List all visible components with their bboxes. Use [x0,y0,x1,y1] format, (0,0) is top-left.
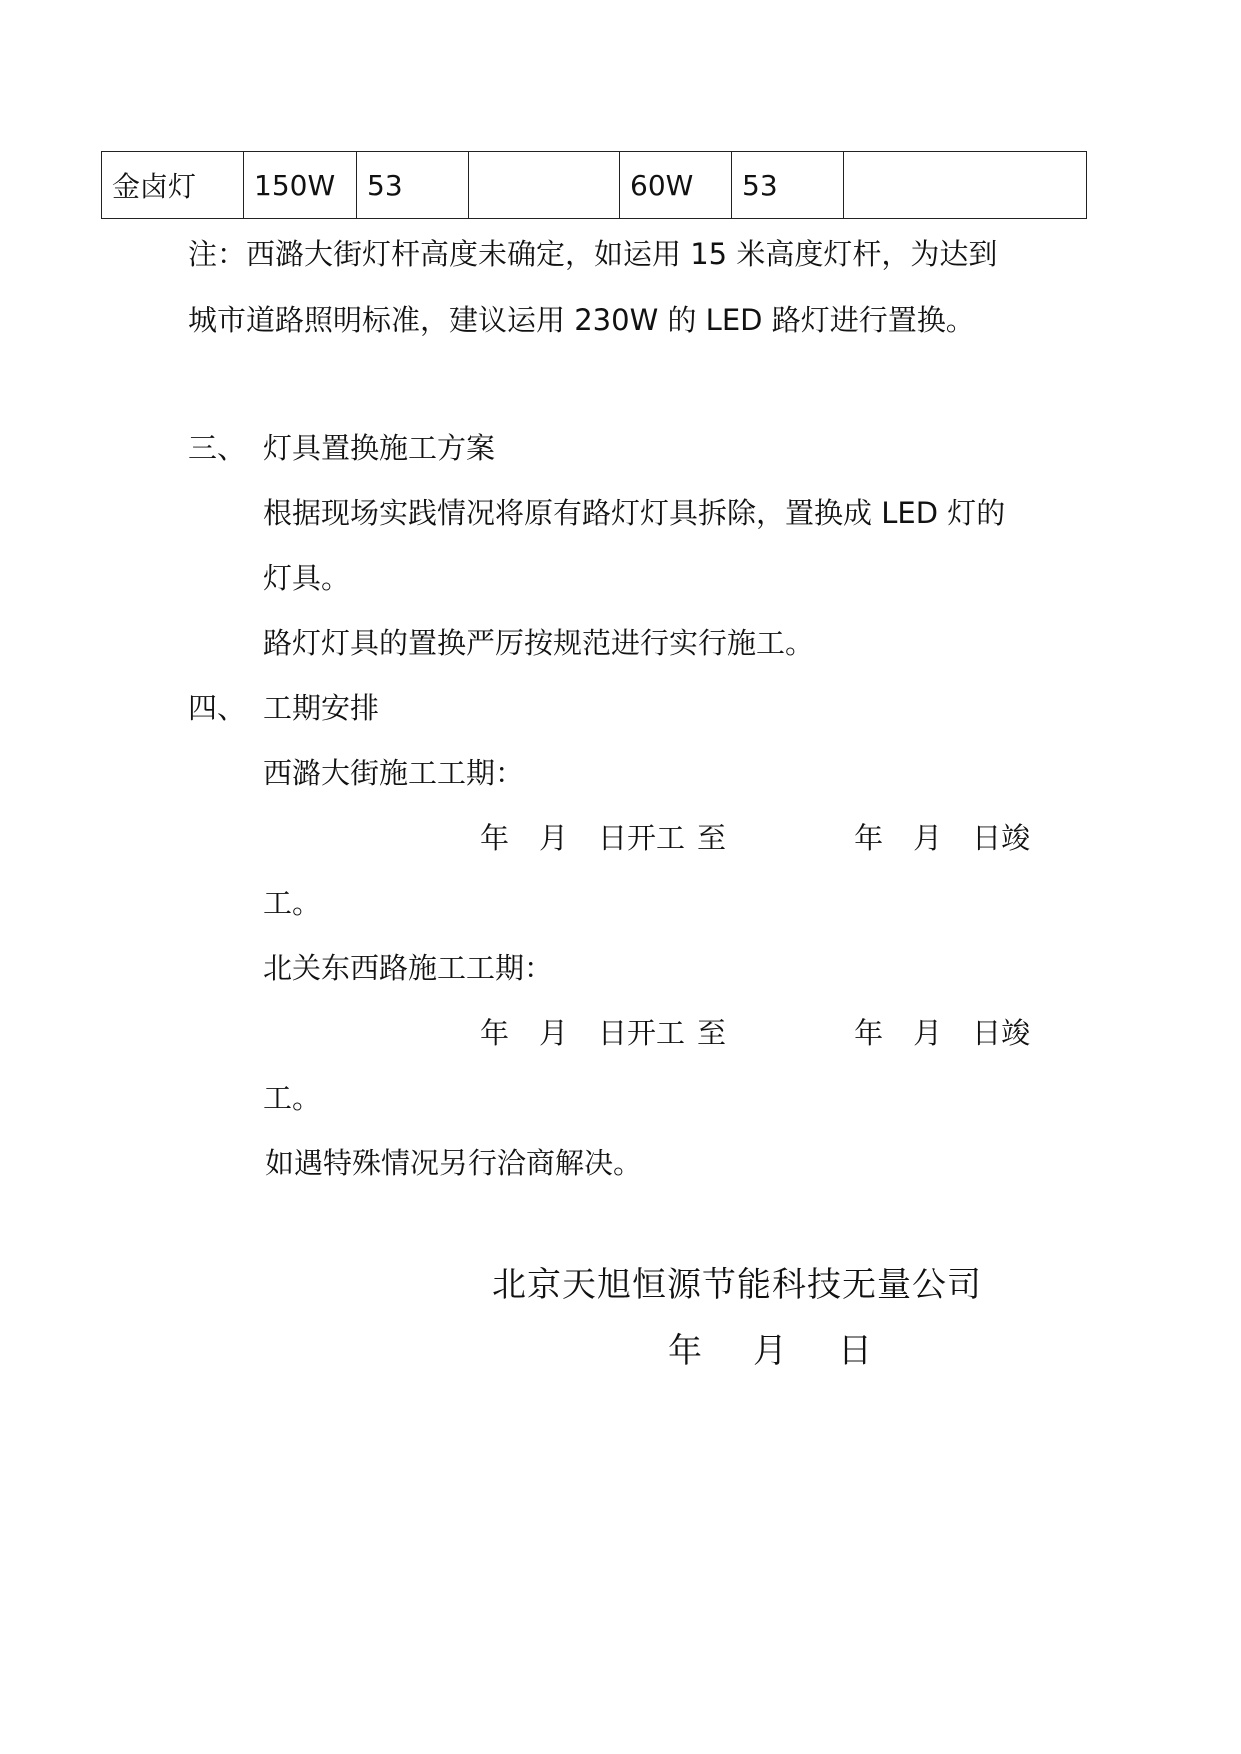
original-count-cell: 53 [357,152,469,219]
signature-date [668,1329,873,1373]
road-2-label: 北关东西路施工工期： [263,951,554,985]
to-text: 至 [697,1016,727,1050]
road-1-label: 西潞大街施工工期： [263,756,525,790]
year-text: 年 [668,1331,703,1371]
day-text: 日 [838,1331,873,1371]
section-4-title: 工期安排 [263,691,380,725]
month-text: 月 [539,1016,569,1050]
company-name: 北京天旭恒源节能科技无量公司 [492,1265,982,1305]
end-day-text: 日竣 [972,1016,1031,1050]
lamp-table [101,151,1087,219]
new-power-cell: 60W [620,152,732,219]
section-3-para-1-line-2: 灯具。 [263,561,351,595]
road-2-end-word: 工。 [263,1081,322,1115]
note-line-2: 城市道路照明标准，建议运用 230W 的 LED 路灯进行置换。 [188,303,975,337]
to-text: 至 [697,821,727,855]
year-text: 年 [854,821,884,855]
end-day-text: 日竣 [972,821,1031,855]
table-row [102,152,1087,219]
road-1-schedule [480,818,1030,858]
month-text: 月 [539,821,569,855]
section-3-para-2: 路灯灯具的置换严厉按规范进行实行施工。 [263,626,815,660]
section-4-number: 四、 [188,691,247,725]
special-case-note: 如遇特殊情况另行洽商解决。 [265,1146,643,1180]
lamp-type-cell: 金卤灯 [102,152,244,219]
year-text: 年 [854,1016,884,1050]
empty-cell [844,152,1087,219]
start-day-text: 日开工 [598,821,686,855]
new-count-cell: 53 [732,152,844,219]
month-text: 月 [913,821,943,855]
month-text: 月 [913,1016,943,1050]
note-line-1: 注：西潞大街灯杆高度未确定，如运用 15 米高度灯杆，为达到 [188,237,998,271]
section-3-title: 灯具置换施工方案 [263,431,496,465]
year-text: 年 [480,1016,510,1050]
year-text: 年 [480,821,510,855]
section-3-number: 三、 [188,431,247,465]
section-3-para-1-line-1: 根据现场实践情况将原有路灯灯具拆除，置换成 LED 灯的 [263,496,1006,530]
road-2-schedule [480,1013,1030,1053]
road-1-end-word: 工。 [263,886,322,920]
original-power-cell: 150W [244,152,357,219]
empty-cell [469,152,620,219]
start-day-text: 日开工 [598,1016,686,1050]
month-text: 月 [753,1331,788,1371]
